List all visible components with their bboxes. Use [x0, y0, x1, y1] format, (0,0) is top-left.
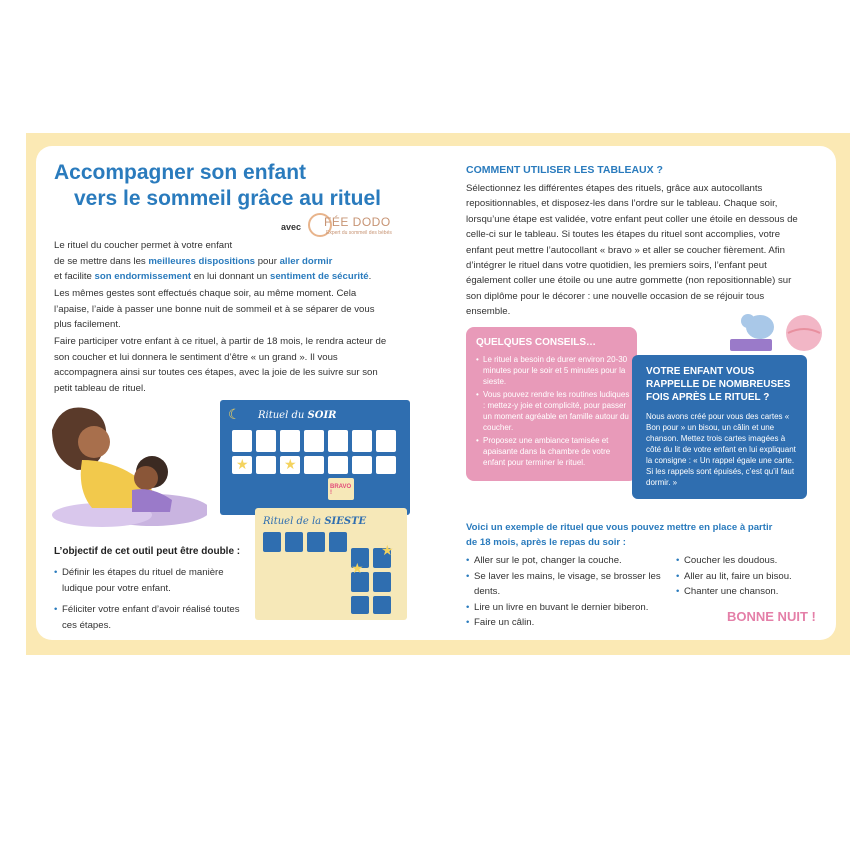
- intro-text: pour: [255, 255, 280, 267]
- board-soir: [220, 400, 410, 515]
- board-tile: [232, 430, 252, 452]
- elephant-head: [741, 314, 755, 328]
- board-soir-title: [258, 410, 336, 421]
- star-sticker-icon: ★: [351, 560, 364, 576]
- board-tile: [263, 532, 281, 552]
- bravo-sticker: [328, 478, 354, 500]
- how-to-heading: COMMENT UTILISER LES TABLEAUX ?: [466, 164, 663, 176]
- child-face: [134, 466, 158, 490]
- page-title: [54, 160, 381, 212]
- bravo-label: BRAVO !: [330, 484, 352, 496]
- list-item: • Faire un câlin.: [466, 615, 676, 631]
- board-tile: [352, 456, 372, 474]
- mother-child-illustration: [42, 400, 207, 530]
- rappels-text: Nous avons créé pour vous des cartes « Bon pour » un bisou, un câlin et une chanson. Mettez trois cartes imagées à côté du lit de votre enfant en lui expliquant la consigne : « Un rappel égale une carte. Si les rappels sont épuisés, c’est qu’il faut dormir. »: [646, 412, 796, 487]
- fee-dodo-logo: [308, 213, 404, 239]
- board-tile: [328, 430, 348, 452]
- board-tile: [351, 596, 369, 614]
- intro-highlight: sentiment de sécurité: [269, 271, 369, 283]
- moon-icon: ☾: [228, 406, 241, 422]
- list-item: • Définir les étapes du rituel de manière ludique pour votre enfant.: [54, 565, 254, 596]
- board-tile: [328, 456, 348, 474]
- title-line-1: Accompagner son enfant: [54, 161, 307, 184]
- intro-text: en lui donnant un: [191, 271, 270, 283]
- star-sticker-icon: ★: [284, 456, 297, 472]
- intro-paragraph-2: Les mêmes gestes sont effectués chaque soir, au même moment. Cela l’apaise, l’aide à passer une bonne nuit de sommeil et à se séparer de vous plus facilement.: [54, 288, 375, 331]
- board-tile: [307, 532, 325, 552]
- mother-face: [78, 426, 110, 458]
- intro-highlight: meilleures dispositions: [148, 255, 256, 267]
- intro-text: .: [368, 271, 372, 283]
- ball-shape: [786, 315, 822, 351]
- list-item: • Aller sur le pot, changer la couche.: [466, 553, 676, 569]
- conseils-heading: QUELQUES CONSEILS…: [476, 337, 597, 348]
- intro-text: et facilite: [54, 271, 95, 283]
- board-tile: [280, 430, 300, 452]
- book-shape: [730, 339, 772, 351]
- board-tile: [304, 430, 324, 452]
- board-soir-title-b: SOIR: [307, 410, 337, 421]
- board-tile: [256, 456, 276, 474]
- list-item: • Aller au lit, faire un bisou.: [676, 569, 816, 585]
- title-line-2: vers le sommeil grâce au rituel: [74, 187, 381, 210]
- board-tile: [376, 456, 396, 474]
- objective-heading: L’objectif de cet outil peut être double :: [54, 546, 241, 557]
- board-tile: [373, 596, 391, 614]
- intro-paragraph-3: Faire participer votre enfant à ce rituel, à partir de 18 mois, le rendra acteur de son coucher et lui donnera le sentiment d’être « un grand ». Il vous accompagnera ainsi sur toutes ces étapes, avec la joie de les suivre sur son petit tableau de rituel.: [54, 336, 387, 394]
- star-sticker-icon: ★: [381, 542, 394, 558]
- toys-illustration: [728, 305, 823, 360]
- board-tile: [352, 430, 372, 452]
- board-tile: [329, 532, 347, 552]
- board-tile: [373, 572, 391, 592]
- board-sieste: [255, 508, 407, 620]
- logo-name: FÉE DODO: [324, 215, 391, 229]
- board-soir-title-a: Rituel du: [258, 410, 308, 421]
- intro-highlight: son endormissement: [94, 271, 192, 283]
- objective-list: [54, 565, 254, 639]
- intro-text: Le rituel du coucher permet à votre enfant: [54, 240, 233, 251]
- star-sticker-icon: ★: [236, 456, 249, 472]
- list-item: • Proposez une ambiance tamisée et apaisante dans la chambre de votre enfant pour terminer le rituel.: [476, 435, 632, 468]
- conseils-list: [476, 354, 632, 470]
- example-heading: Voici un exemple de rituel que vous pouvez mettre en place à partir de 18 mois, après le repas du soir :: [466, 522, 773, 548]
- partner-avec: avec: [281, 222, 302, 232]
- intro-text: de se mettre dans les: [54, 255, 149, 267]
- board-sieste-title-a: Rituel de la: [263, 516, 325, 527]
- list-item: • Vous pouvez rendre les routines ludiques : mettez-y joie et complicité, pour passer un moment agréable en famille autour du coucher.: [476, 389, 632, 433]
- list-item: • Chanter une chanson.: [676, 584, 816, 600]
- board-tile: [376, 430, 396, 452]
- example-list-col1: [466, 553, 676, 631]
- list-item: • Féliciter votre enfant d’avoir réalisé toutes ces étapes.: [54, 602, 254, 633]
- logo-tagline: Expert du sommeil des bébés: [326, 230, 392, 236]
- intro-highlight: aller dormir: [279, 255, 333, 267]
- list-item: • Lire un livre en buvant le dernier biberon.: [466, 600, 676, 616]
- child-pyjama: [132, 489, 172, 512]
- intro-paragraph-1: [54, 238, 394, 285]
- list-item: • Se laver les mains, le visage, se brosser les dents.: [466, 569, 676, 600]
- how-to-text: Sélectionnez les différentes étapes des rituels, grâce aux autocollants repositionnables, et disposez-les dans l’ordre sur le tableau. Chaque soir, lorsqu’une étape est validée, votre enfant peut coller une étoile en dessous de celle-ci sur le tableau. Si toutes les étapes du rituel sont accomplies, votre enfant peut mettre l’autocollant « bravo » et aller se coucher fièrement. Afin d’intégrer le rituel dans votre quotidien, les premiers soirs, l’enfant peut également coller une étoile ou une autre gommette (non repositionnable) sur son diplôme pour le décorer : une nouvelle occasion de se réjouir tous ensemble.: [466, 183, 798, 318]
- list-item: • Coucher les doudous.: [676, 553, 816, 569]
- board-tile: [285, 532, 303, 552]
- board-tile: [304, 456, 324, 474]
- board-tile: [256, 430, 276, 452]
- bonne-nuit-text: BONNE NUIT !: [727, 609, 816, 624]
- example-list-col2: [676, 553, 816, 600]
- board-sieste-title-b: SIESTE: [324, 516, 367, 527]
- rappels-box: [632, 355, 807, 499]
- list-item: • Le rituel a besoin de durer environ 20-30 minutes pour le soir et 5 minutes pour la sieste.: [476, 354, 632, 387]
- board-sieste-title: [263, 516, 366, 527]
- conseils-box: [466, 327, 637, 481]
- rappels-heading: VOTRE ENFANT VOUS RAPPELLE DE NOMBREUSES FOIS APRÈS LE RITUEL ?: [646, 366, 791, 403]
